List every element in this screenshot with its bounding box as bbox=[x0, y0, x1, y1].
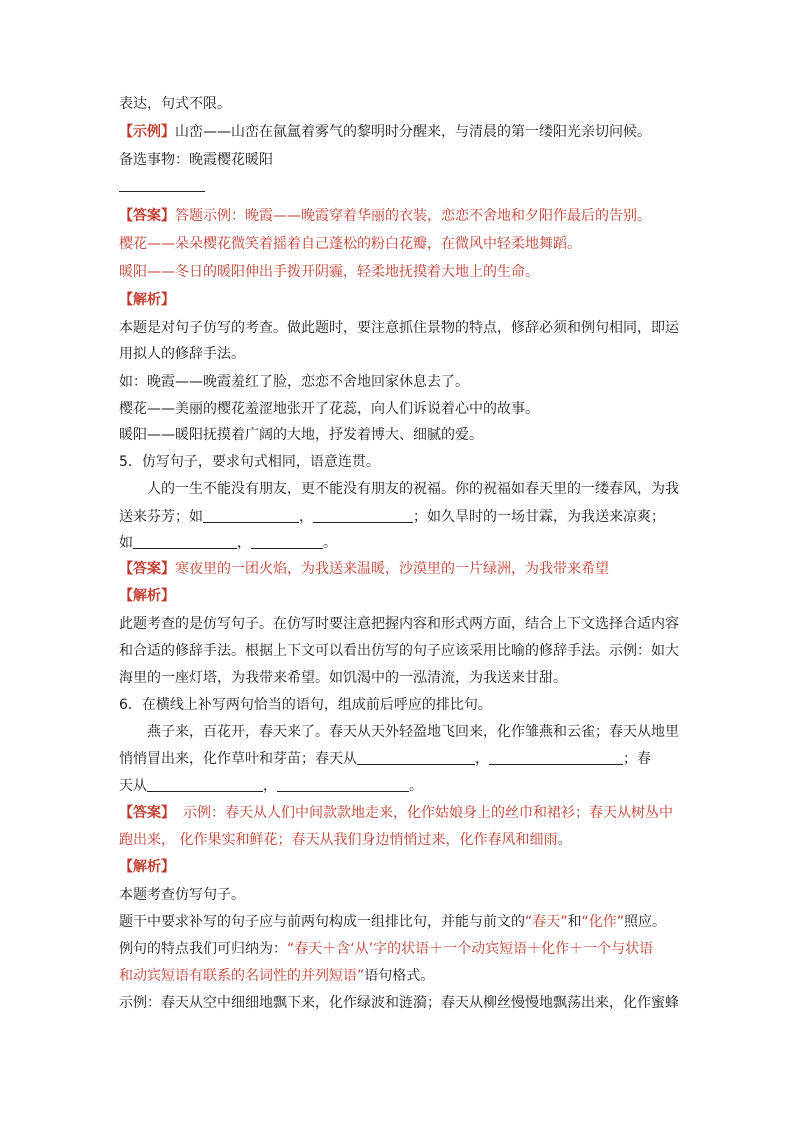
question-6 bbox=[119, 695, 492, 715]
analysis-tag: 【解析】 bbox=[119, 588, 175, 604]
answer-text: 跑出来， 化作果实和鲜花；春天从我们身边悄悄过来，化作春风和细雨。 bbox=[119, 832, 572, 848]
text: ， bbox=[237, 535, 251, 551]
text-line bbox=[119, 150, 273, 170]
text-line bbox=[119, 94, 231, 114]
fill-blank[interactable] bbox=[147, 777, 263, 792]
text: 表达，句式不限。 bbox=[119, 96, 231, 112]
text-line bbox=[119, 344, 245, 364]
text: 例句的特点我们可归纳为： bbox=[119, 941, 287, 957]
text: ， bbox=[299, 509, 313, 525]
text: 用拟人的修辞手法。 bbox=[119, 346, 245, 362]
text-line bbox=[119, 749, 651, 769]
question-text: 6．在横线上补写两句恰当的语句，组成前后呼应的排比句。 bbox=[119, 697, 492, 713]
text-line bbox=[119, 507, 665, 527]
text: 照应。 bbox=[624, 914, 667, 930]
answer-text: 暖阳——冬日的暖阳伸出手拨开阴霾，轻柔地抚摸着大地上的生命。 bbox=[119, 264, 539, 280]
text-line bbox=[119, 939, 653, 959]
text-line bbox=[119, 885, 245, 905]
text-line bbox=[119, 533, 337, 553]
fill-blank[interactable] bbox=[133, 534, 237, 549]
text-line bbox=[119, 993, 679, 1013]
fill-blank[interactable] bbox=[357, 750, 475, 765]
answer-blank-rule bbox=[119, 191, 205, 192]
answer-line bbox=[119, 830, 571, 850]
highlight-text: 和动宾短语有联系的名词性的并列短语” bbox=[119, 968, 365, 984]
question-text: 5．仿写句子，要求句式相同，语意连贯。 bbox=[119, 454, 380, 470]
text-line bbox=[119, 668, 567, 688]
answer-tag: 【答案】 bbox=[119, 208, 175, 224]
text: 悄悄冒出来，化作草叶和芽苗；春天从 bbox=[119, 751, 357, 767]
text: 本题考查仿写句子。 bbox=[119, 887, 245, 903]
text: 题干中要求补写的句子应与前两句构成一组排比句，并能与前文的 bbox=[119, 914, 525, 930]
text: ；如久旱时的一场甘霖，为我送来凉爽； bbox=[413, 509, 665, 525]
analysis-tag: 【解析】 bbox=[119, 292, 175, 308]
text-line bbox=[119, 399, 539, 419]
text: 天从 bbox=[119, 778, 147, 794]
highlight-text: “春天＋含‘从’字的状语＋一个动宾短语＋化作＋一个与状语 bbox=[287, 941, 654, 957]
text: 本题是对句子仿写的考查。做此题时，要注意抓住景物的特点，修辞必须和例句相同，即运 bbox=[119, 320, 679, 336]
fill-blank[interactable] bbox=[251, 534, 323, 549]
text: 此题考查的是仿写句子。在仿写时要注意把握内容和形式两方面，结合上下文选择合适内容 bbox=[119, 616, 679, 632]
text: 。 bbox=[323, 535, 337, 551]
text-line bbox=[119, 614, 679, 634]
text: 燕子来，百花开，春天来了。春天从天外轻盈地飞回来，化作雏燕和云雀；春天从地里 bbox=[147, 724, 679, 740]
text-line bbox=[119, 966, 434, 986]
text-line bbox=[147, 479, 679, 499]
text: 暖阳——暖阳抚摸着广阔的大地，抒发着博大、细腻的爱。 bbox=[119, 427, 483, 443]
text-line bbox=[119, 776, 423, 796]
answer-line bbox=[119, 206, 651, 226]
highlight-text: “春天” bbox=[525, 914, 568, 930]
text-line bbox=[119, 318, 679, 338]
text: ， bbox=[475, 751, 489, 767]
text: 樱花——美丽的樱花羞涩地张开了花蕊，向人们诉说着心中的故事。 bbox=[119, 401, 539, 417]
analysis-line bbox=[119, 290, 175, 310]
text: 语句格式。 bbox=[364, 968, 435, 984]
text: ；春 bbox=[623, 751, 651, 767]
answer-tag: 【答案】 bbox=[119, 805, 175, 821]
answer-text: 示例：春天从人们中间款款地走来，化作姑娘身上的丝巾和裙衫；春天从树丛中 bbox=[183, 805, 673, 821]
text-line bbox=[119, 641, 679, 661]
fill-blank[interactable] bbox=[489, 750, 623, 765]
text-line bbox=[147, 722, 679, 742]
text: 海里的一座灯塔，为我带来希望。如饥渴中的一泓清流，为我送来甘甜。 bbox=[119, 670, 567, 686]
text-line bbox=[119, 425, 483, 445]
question-5 bbox=[119, 452, 380, 472]
text: 备选事物：晚霞樱花暖阳 bbox=[119, 152, 273, 168]
highlight-text: “化作” bbox=[581, 914, 625, 930]
text: 送来芬芳；如 bbox=[119, 509, 203, 525]
text: 示例：春天从空中细细地飘下来，化作绿波和涟漪；春天从柳丝慢慢地飘荡出来，化作蜜蜂 bbox=[119, 995, 679, 1011]
analysis-line bbox=[119, 586, 175, 606]
text: 和 bbox=[567, 914, 582, 930]
answer-text: 樱花——朵朵樱花微笑着摇着自己蓬松的粉白花瓣，在微风中轻柔地舞蹈。 bbox=[119, 236, 581, 252]
answer-text: 寒夜里的一团火焰，为我送来温暖，沙漠里的一片绿洲，为我带来希望 bbox=[175, 561, 609, 577]
example-line bbox=[119, 122, 651, 142]
answer-line bbox=[119, 262, 539, 282]
answer-tag: 【答案】 bbox=[119, 561, 175, 577]
text: 和合适的修辞手法。根据上下文可以看出仿写的句子应该采用比喻的修辞手法。示例：如大 bbox=[119, 643, 679, 659]
text: ， bbox=[263, 778, 277, 794]
answer-line bbox=[119, 559, 609, 579]
fill-blank[interactable] bbox=[203, 508, 299, 523]
text-line bbox=[119, 912, 666, 932]
text: 如 bbox=[119, 535, 133, 551]
text-line bbox=[119, 372, 469, 392]
text: 。 bbox=[409, 778, 423, 794]
example-tag: 【示例】 bbox=[119, 124, 175, 140]
text: 人的一生不能没有朋友，更不能没有朋友的祝福。你的祝福如春天里的一缕春风，为我 bbox=[147, 481, 679, 497]
text: 如：晚霞——晚霞羞红了脸，恋恋不舍地回家休息去了。 bbox=[119, 374, 469, 390]
analysis-line bbox=[119, 857, 175, 877]
fill-blank[interactable] bbox=[277, 777, 409, 792]
analysis-tag: 【解析】 bbox=[119, 859, 175, 875]
answer-line bbox=[119, 803, 673, 823]
answer-line bbox=[119, 234, 581, 254]
example-text: 山峦——山峦在氤氲着雾气的黎明时分醒来，与清晨的第一缕阳光亲切问候。 bbox=[175, 124, 651, 140]
fill-blank[interactable] bbox=[313, 508, 413, 523]
answer-text: 答题示例：晚霞——晚霞穿着华丽的衣装，恋恋不舍地和夕阳作最后的告别。 bbox=[175, 208, 651, 224]
